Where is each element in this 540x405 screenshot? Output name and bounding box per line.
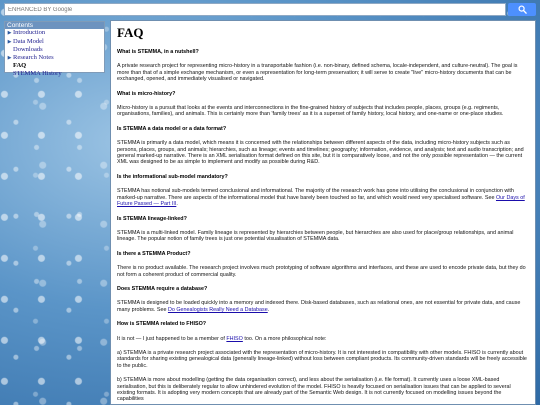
page-title: FAQ: [117, 25, 144, 40]
contents-nav: [4, 21, 105, 77]
faq-answer-text: STEMMA has notional sub-models termed conclusional and informational. The majority of the research work has gone into utilising the conclusional in conjunction with marked-up narrative. There are aspects of the informational model that have barely been touched so far, and which would need very specialised software. See: [117, 188, 514, 201]
faq-answer: [117, 188, 529, 207]
search-input[interactable]: [4, 3, 506, 16]
faq-answer: A private research project for representing micro-history in a transportable fashion (i.e. non-binary, defined schema, locale-independent, and culture-neutral). The goal is more than that of a simple exchange mechanism, or even a representation for long-term preservation; it will serve to create "live" micro-history documents that can be exchanged, opened, and immediately visualised or navigated.: [117, 63, 518, 83]
nav-item-downloads[interactable]: [5, 46, 104, 54]
faq-answer: STEMMA is a multi-linked model. Family lineage is represented by hierarchies between people, but hierarchies are also used for place/group relationships, and animal lineage. The popular notion of family trees is just one potential visualisation of STEMMA data.: [117, 229, 514, 243]
days-of-future-passed-link[interactable]: Our Days of Future Passed — Part III: [117, 194, 525, 208]
nav-item-label: Introduction: [13, 29, 46, 36]
search-icon: [518, 5, 527, 14]
expand-arrow-icon[interactable]: ▶: [7, 39, 12, 45]
faq-answer-text: too. On a more philosophical note:: [242, 335, 327, 342]
faq-list: [117, 49, 529, 403]
faq-answer-text: .: [267, 306, 270, 313]
faq-answer-text: .: [176, 201, 178, 208]
faq-answer: [117, 300, 529, 313]
faq-question: Is the informational sub-model mandatory?: [117, 173, 228, 180]
nav-item-faq[interactable]: [5, 62, 104, 70]
faq-question: Is STEMMA lineage-linked?: [117, 215, 187, 222]
faq-answer-text: It is not — I just happened to be a member of: [117, 335, 227, 342]
nav-item-data-model[interactable]: [5, 38, 104, 47]
nav-item-introduction[interactable]: [5, 29, 104, 38]
fhiso-link[interactable]: FHISO: [226, 335, 243, 342]
faq-question: How is STEMMA related to FHISO?: [117, 321, 207, 328]
faq-question: What is STEMMA, in a nutshell?: [117, 49, 199, 55]
nav-item-label: Data Model: [13, 37, 44, 45]
search-bar: [4, 3, 536, 16]
nav-item-label: Research Notes: [13, 53, 54, 61]
faq-question: What is micro-history?: [117, 90, 176, 97]
content-panel: [110, 20, 536, 405]
expand-arrow-icon[interactable]: ▶: [7, 31, 12, 36]
nav-item-stemma-history[interactable]: [5, 70, 104, 78]
nav-item-label: STEMMA History: [13, 69, 62, 77]
faq-question: Is there a STEMMA Product?: [117, 250, 191, 257]
genealogists-database-link[interactable]: Do Genealogists Really Need a Database: [167, 306, 268, 313]
faq-answer: Micro-history is a pursuit that looks at the events and interconnections in the fine-grained history of subjects that includes people, places, groups (e.g. regiments, organisations, families), and animals. This is certainly more than 'family trees' as it is a superset of family history, local history, and one-name or one-place studies.: [117, 105, 504, 118]
nav-item-label: Downloads: [13, 46, 43, 54]
faq-answer: b) STEMMA is more about modelling (getting the data organisation correct), and less about the serialisation (i.e. file format). It currently uses a loose XML-based serialisation, but this is deliberately regular to allow unhindered evolution of the model. FHISO is heavily focused on serialisation issues that can be applied to several existing formats. It is adopting very modern concepts that are already part of the Semantic Web design. It is not currently focused on modelling issues beyond the capabilities: [117, 377, 511, 403]
faq-answer: STEMMA is primarily a data model, which means it is concerned with the relationships between different aspects of the data, including micro-history subjects such as persons, places, groups, and animals; hierarchies, such as lineage; events and timelines; geography; information, evidence, and analysis; text and audio transcription; and general marked-up narrative. There is an XML serialisation format defined on this site, but it is comparatively loose, and not the only possible representation — the current XML was designed to be as simple to implement and modify as possible during R&D.: [117, 140, 524, 166]
faq-question: Is STEMMA a data model or a data format?: [117, 125, 227, 132]
nav-header: Contents: [5, 22, 104, 29]
nav-item-label: FAQ: [13, 62, 27, 70]
search-button[interactable]: [508, 3, 536, 16]
nav-item-research-notes[interactable]: [5, 54, 104, 63]
faq-answer: There is no product available. The research project involves much prototyping of software algorithms and interfaces, and these are used to encode private data, but they do not form a coherent product of commercial quality.: [117, 265, 526, 278]
expand-arrow-icon[interactable]: ▶: [7, 55, 12, 61]
faq-answer: [117, 336, 529, 342]
faq-answer-text: STEMMA is designed to be loaded quickly into a memory and indexed there. Disk-based databases, such as relational ones, are not essential for private data, and cause many problems. See: [117, 300, 521, 313]
faq-question: Does STEMMA require a database?: [117, 285, 208, 292]
faq-answer: a) STEMMA is a private research project associated with the representation of micro-history. It is not interested in compatibility with other models. FHISO is currently about standards for sharing existing genealogical data (generally lineage-linked) without loss between compliant products. Its community-driven standards will be freely accessible to the public.: [117, 349, 527, 369]
